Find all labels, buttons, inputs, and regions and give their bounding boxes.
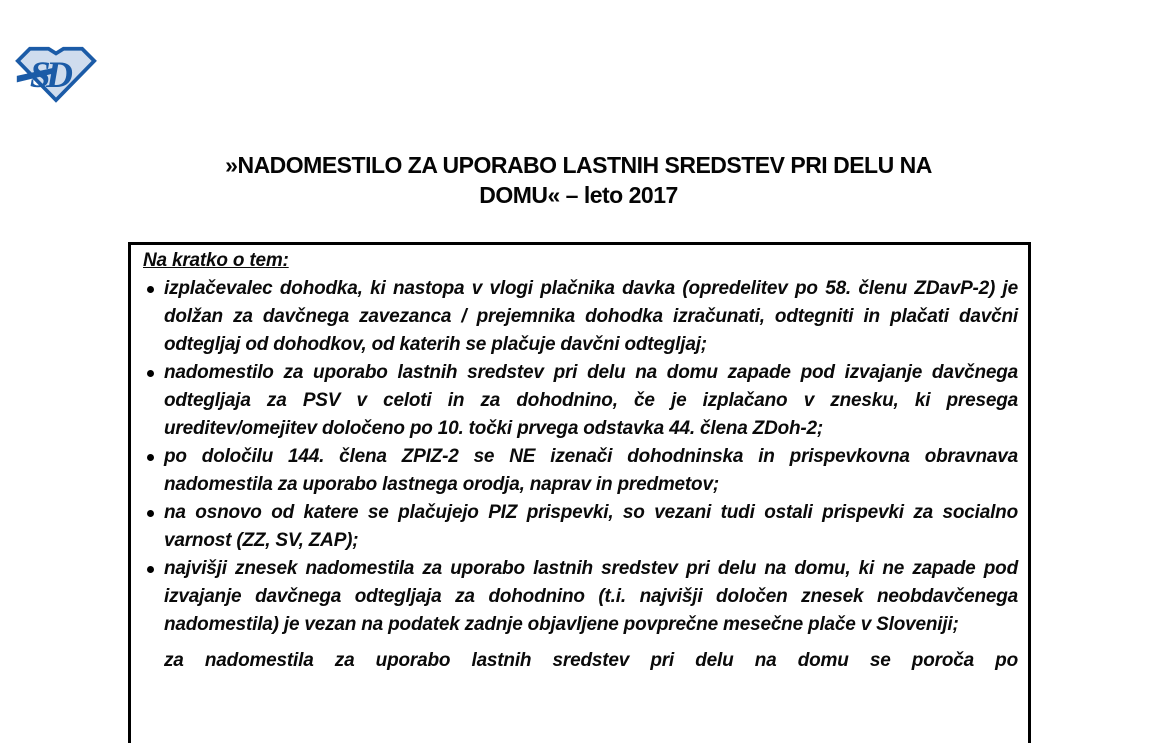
bullet-list [143,275,1018,639]
bullet-icon [147,510,154,517]
bullet-item [143,443,1018,499]
title-line-2: DOMU« – leto 2017 [479,182,678,208]
logo-letters: SD [29,55,69,97]
bullet-icon [147,566,154,573]
bullet-item [143,555,1018,639]
bullet-text: na osnovo od katere se plačujejo PIZ prispevki, so vezani tudi ostali prispevki za socialno varnost (ZZ, SV, ZAP); [164,502,1018,551]
summary-box [128,242,1031,743]
partial-paragraph: za nadomestila za uporabo lastnih sredstev pri delu na domu se poroča po [164,650,1018,671]
bullet-item [143,275,1018,359]
bullet-text: najvišji znesek nadomestila za uporabo lastnih sredstev pri delu na domu, ki ne zapade pod izvajanje davčnega odtegljaja za dohodnino (t.i. najvišji določen znesek neobdavčenega nadomestila) je vezan na podatek zadnje objavljene povprečne mesečne plače v Sloveniji; [164,558,1018,635]
bullet-icon [147,454,154,461]
bullet-text: izplačevalec dohodka, ki nastopa v vlogi plačnika davka (opredelitev po 58. členu ZDavP-2) je dolžan za davčnega zavezanca / prejemnika dohodka izračunati, odtegniti in plačati davčni odtegljaj od dohodkov, od katerih se plačuje davčni odtegljaj; [164,278,1018,355]
title-line-1: »NADOMESTILO ZA UPORABO LASTNIH SREDSTEV PRI DELU NA [225,152,932,178]
bullet-item [143,359,1018,443]
company-logo [14,45,98,103]
document-title [120,150,1037,210]
bullet-icon [147,286,154,293]
sd-shield-icon [14,45,98,103]
bullet-text: nadomestilo za uporabo lastnih sredstev pri delu na domu zapade pod izvajanje davčnega odtegljaja za PSV v celoti in za dohodnino, če je izplačano v znesku, ki presega ureditev/omejitev določeno po 10. točki prvega odstavka 44. člena ZDoh-2; [164,362,1018,439]
bullet-text: po določilu 144. člena ZPIZ-2 se NE izenači dohodninska in prispevkovna obravnava nadomestila za uporabo lastnega orodja, naprav in predmetov; [164,446,1018,495]
bullet-icon [147,370,154,377]
summary-heading: Na kratko o tem: [143,250,289,271]
bullet-item [143,499,1018,555]
